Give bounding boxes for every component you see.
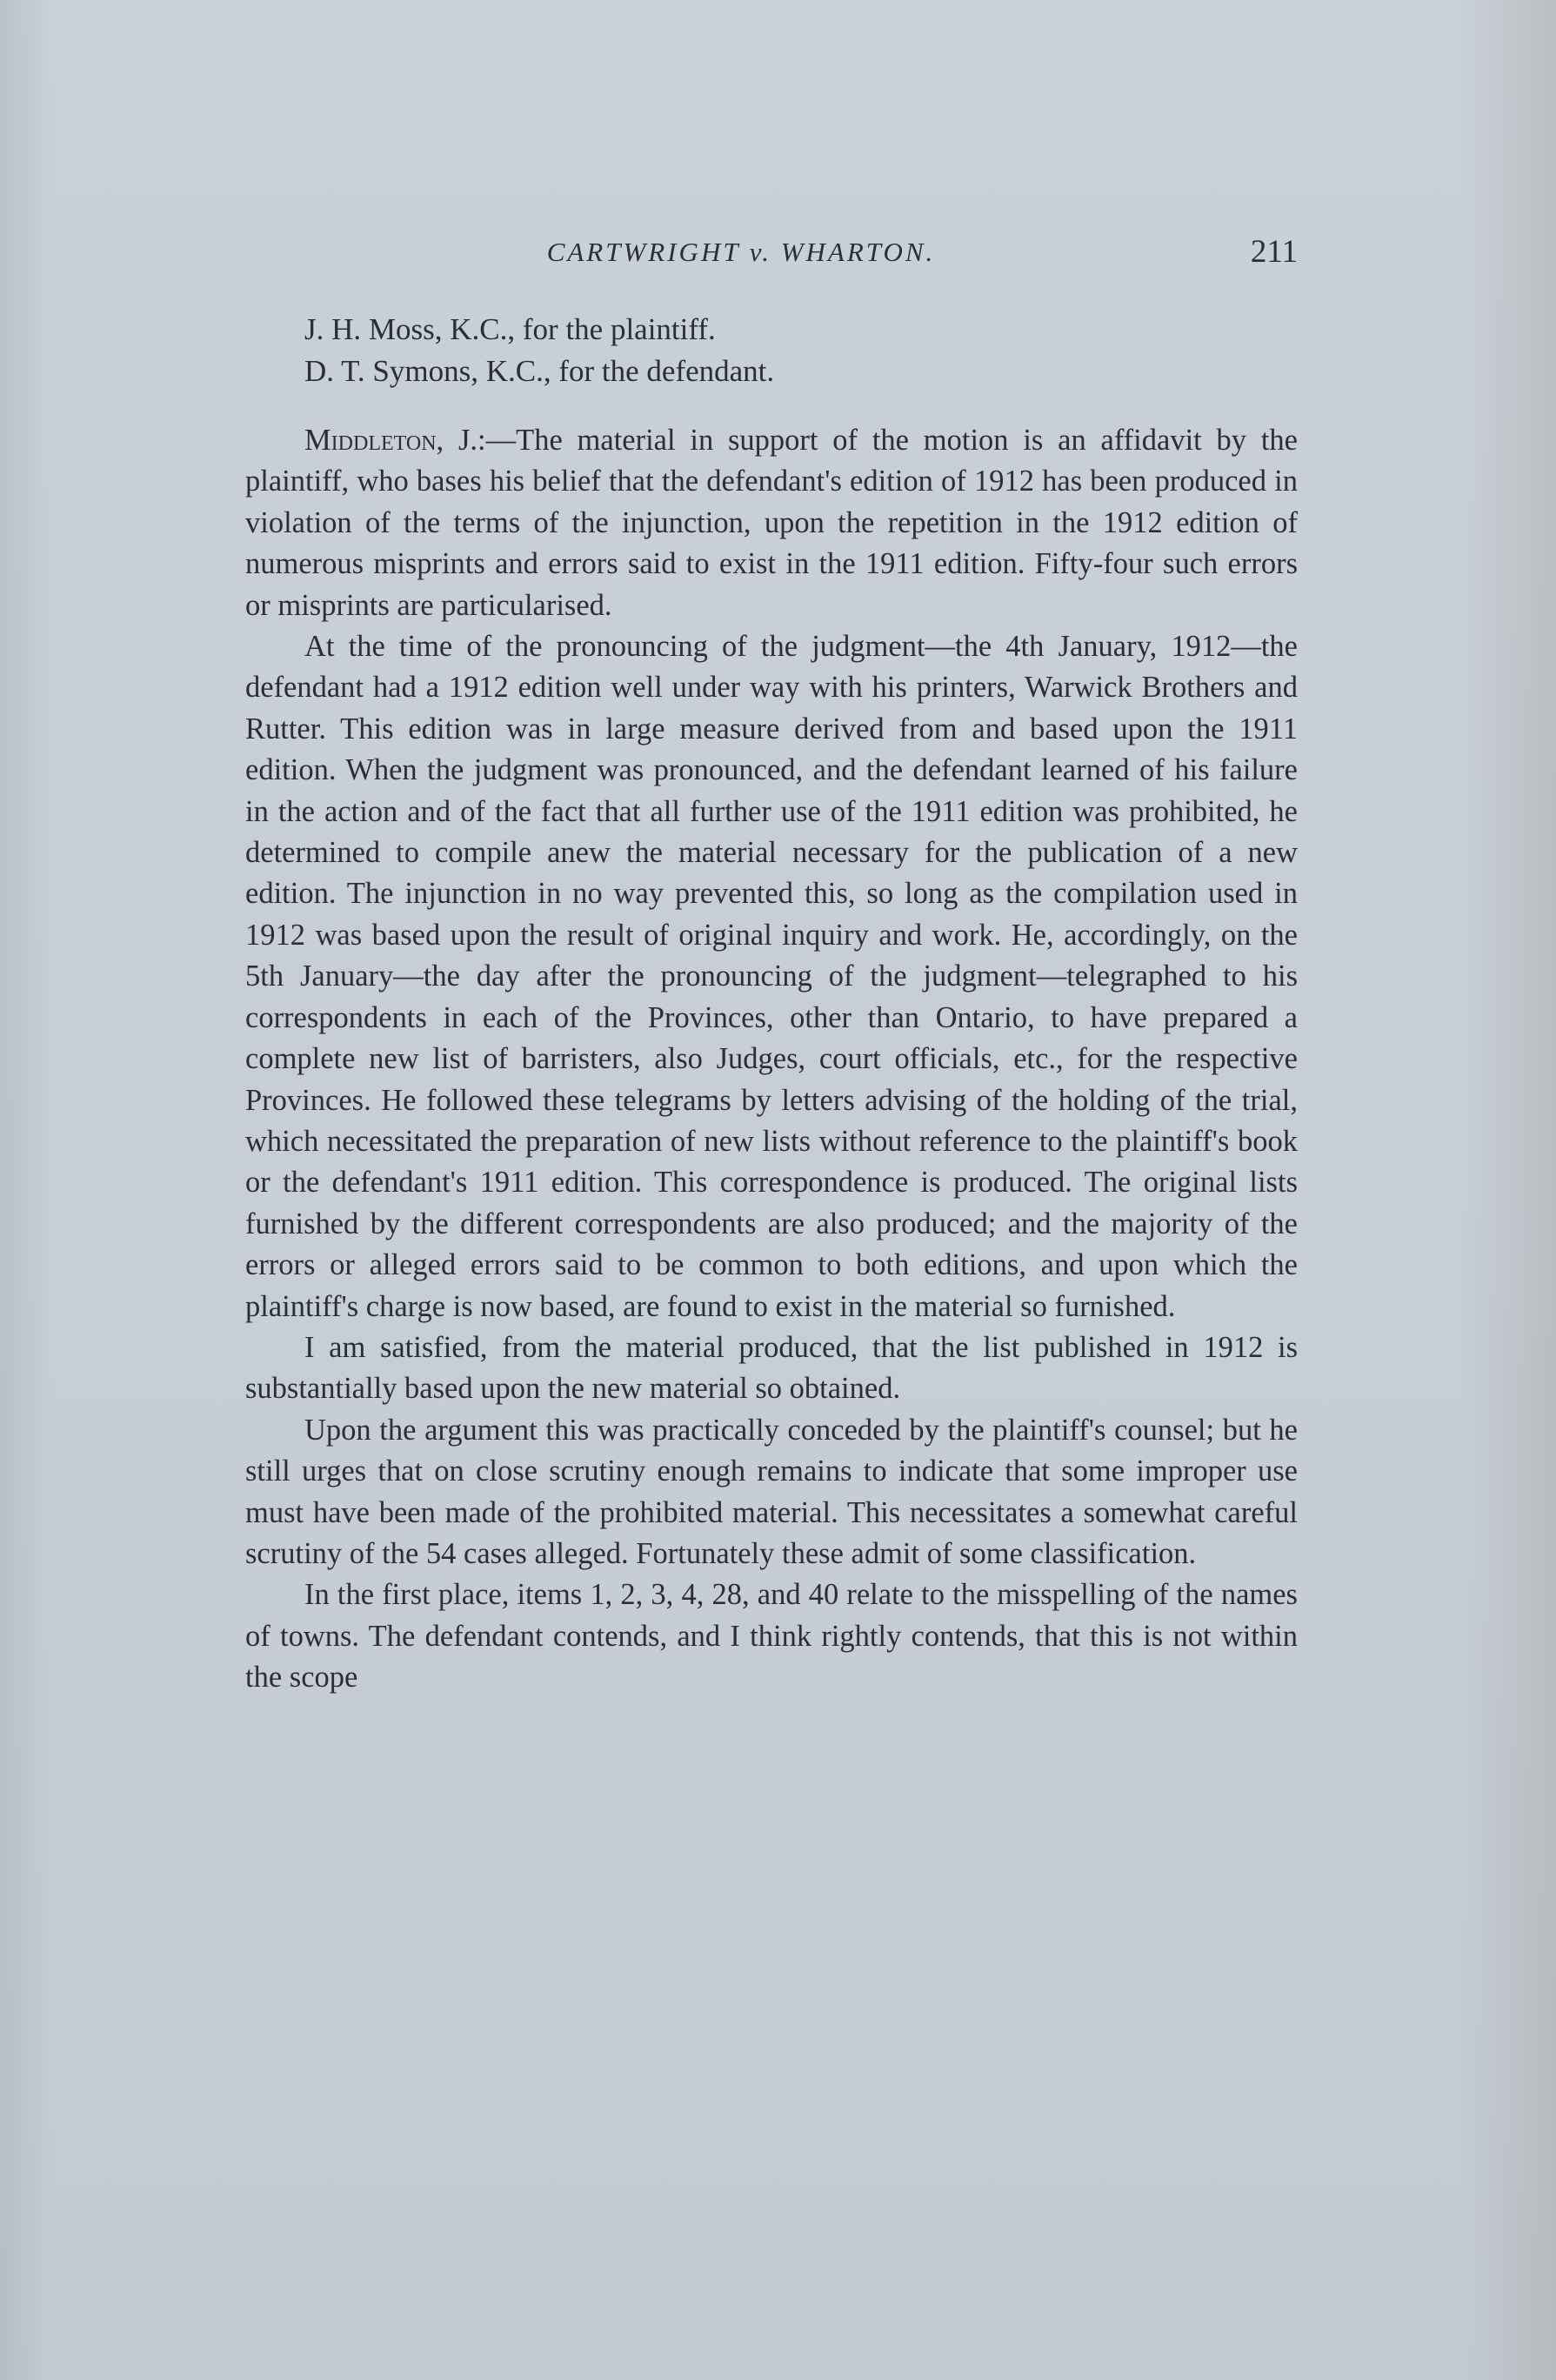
- counsel-plaintiff: J. H. Moss, K.C., for the plaintiff.: [304, 312, 716, 346]
- judge-name: Middleton, J.: [304, 424, 478, 457]
- running-head: [245, 234, 1298, 280]
- judgment-paragraph-3: I am satisfied, from the material produced, that the list published in 1912 is substantially based upon the new material so obtained.: [245, 1330, 1298, 1406]
- running-title: CARTWRIGHT v. WHARTON.: [546, 237, 936, 267]
- judgment-opening: :—The material in support of the motion is an affidavit by the plaintiff, who bases his belief that the defendant's edition of 1912 has been produced in violation of the terms of the injunction, upon the repetition in the 1912 edition of numerous misprints and errors said to exist in the 1911 edition. Fifty-four such errors or misprints are particularised.: [245, 424, 1298, 622]
- counsel-list: [304, 309, 774, 392]
- judgment-paragraph-4: Upon the argument this was practically conceded by the plaintiff's counsel; but he still urges that on close scrutiny enough remains to indicate that some improper use must have been made of the prohibited material. This necessitates a somewhat careful scrutiny of the 54 cases alleged. Fortunately these admit of some classification.: [245, 1413, 1298, 1570]
- judgment-paragraph-1: [245, 420, 1298, 626]
- judgment-paragraph-2: At the time of the pronouncing of the judgment—the 4th January, 1912—the defendant had a 1912 edition well under way with his printers, Warwick Brothers and Rutter. This edition was in large measure derived from and based upon the 1911 edition. When the judgment was pronounced, and the defendant learned of his failure in the action and of the fact that all further use of the 1911 edition was prohibited, he determined to compile anew the material necessary for the publication of a new edition. The injunction in no way prevented this, so long as the compilation used in 1912 was based upon the result of original inquiry and work. He, accordingly, on the 5th January—the day after the pronouncing of the judgment—telegraphed to his correspondents in each of the Provinces, other than Ontario, to have prepared a complete new list of barristers, also Judges, court officials, etc., for the respective Provinces. He followed these telegrams by letters advising of the holding of the trial, which necessitated the preparation of new lists without reference to the plaintiff's book or the defendant's 1911 edition. This correspondence is produced. The original lists furnished by the different correspondents are also produced; and the majority of the errors or alleged errors said to be common to both editions, and upon which the plaintiff's charge is now based, are found to exist in the material so furnished.: [245, 630, 1298, 1323]
- page-number: 211: [1250, 234, 1298, 270]
- judgment-paragraph-5: In the first place, items 1, 2, 3, 4, 28, and 40 relate to the misspelling of the names of towns. The defendant contends, and I think rightly contends, that this is not within the scope: [245, 1578, 1298, 1695]
- judgment-text: [245, 420, 1298, 1699]
- counsel-defendant: D. T. Symons, K.C., for the defendant.: [304, 354, 775, 388]
